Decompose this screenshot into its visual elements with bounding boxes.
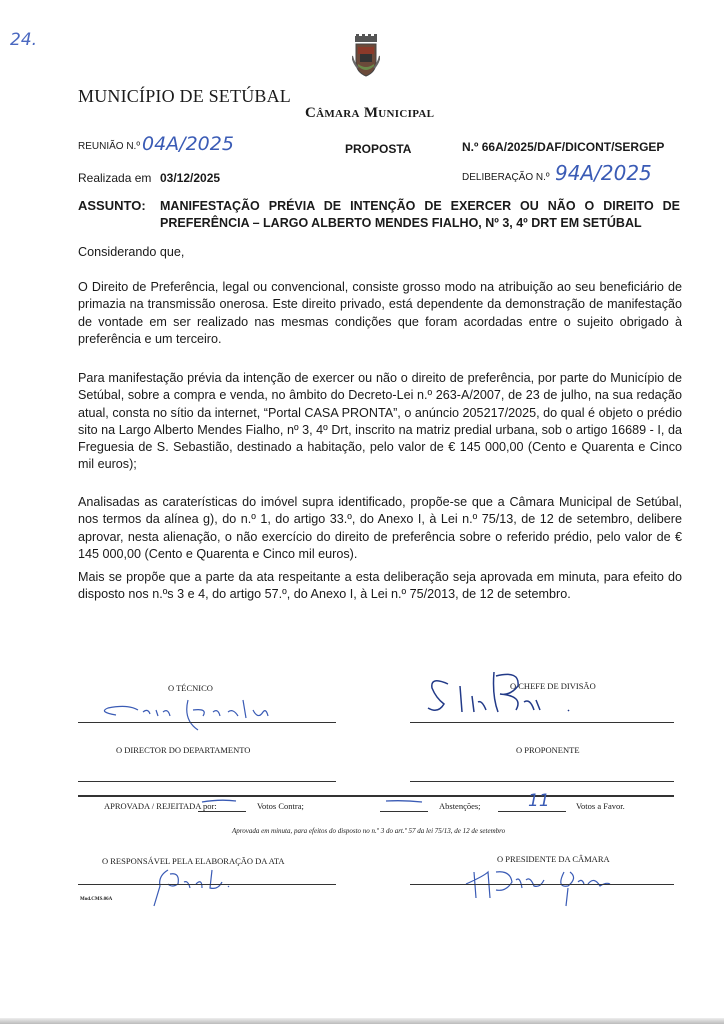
contra-line <box>198 811 246 812</box>
camara-municipal-title: Câmara Municipal <box>305 105 435 121</box>
contra-dash <box>200 798 240 804</box>
municipality-title: MUNICÍPIO DE SETÚBAL <box>78 86 291 106</box>
votes-label: APROVADA / REJEITADA por: <box>104 801 217 811</box>
reuniao-label: REUNIÃO N.º <box>78 141 140 152</box>
tecnico-label: O TÉCNICO <box>168 683 213 693</box>
proposta-number: N.º 66A/2025/DAF/DICONT/SERGEP <box>462 140 665 154</box>
favor-line <box>498 811 566 812</box>
favor-label: Votos a Favor. <box>576 801 625 811</box>
reuniao-value: 04A/2025 <box>142 133 234 155</box>
realizada-date: 03/12/2025 <box>160 171 221 185</box>
responsavel-ata-signature <box>150 862 260 912</box>
responsavel-ata-line <box>78 884 336 885</box>
paragraph-4: Mais se propõe que a parte da ata respeitante a esta deliberação seja aprovada em minuta, para efeito do disposto nos n.ºs 3 e 4, do artigo 57.º, do Anexo I, à Lei n.º 75/2013, de 12 de setembro. <box>78 570 682 602</box>
handwritten-page-number: 24. <box>10 30 38 50</box>
approval-note: Aprovada em minuta, para efeitos do disposto no n.º 3 do art.º 57 da lei 75/13, de 12 de setembro <box>232 827 506 835</box>
deliberacao-label: DELIBERAÇÃO N.º <box>462 172 550 183</box>
realizada-label: Realizada em <box>78 171 152 185</box>
coat-of-arms-icon <box>352 34 380 80</box>
chefe-divisao-signature <box>420 666 620 726</box>
model-code: Mod.CMS.06A <box>80 897 113 902</box>
abstencoes-line <box>380 811 428 812</box>
scan-bottom-edge <box>0 1018 724 1024</box>
director-label: O DIRECTOR DO DEPARTAMENTO <box>116 745 251 755</box>
responsavel-ata-label: O RESPONSÁVEL PELA ELABORAÇÃO DA ATA <box>102 856 285 866</box>
abstencoes-dash <box>384 798 424 804</box>
paragraph-1: O Direito de Preferência, legal ou convencional, consiste grosso modo na atribuição ao seu beneficiário de primazia na transmissão onerosa. Este direito privado, está dependente da demonstração de manifestação de vontade em ser realizado nas mesmas condições que foram acordadas entre o sujeito obrigado à preferência e um terceiro. <box>78 280 682 346</box>
proposta-label: PROPOSTA <box>345 142 412 156</box>
proponente-line <box>410 781 674 782</box>
tecnico-signature <box>88 690 328 730</box>
assunto-label: ASSUNTO: <box>78 198 146 213</box>
presidente-line <box>410 884 674 885</box>
contra-label: Votos Contra; <box>257 801 304 811</box>
paragraph-intro: Considerando que, <box>78 245 185 259</box>
assunto-text: MANIFESTAÇÃO PRÉVIA DE INTENÇÃO DE EXERCER OU NÃO O DIREITO DE PREFERÊNCIA – LARGO ALBERTO MENDES FIALHO, Nº 3, 4º DRT EM SETÚBAL <box>160 199 680 230</box>
presidente-signature <box>460 858 640 908</box>
chefe-divisao-line <box>410 722 674 723</box>
favor-count: 11 <box>528 791 550 811</box>
proponente-label: O PROPONENTE <box>516 745 580 755</box>
presidente-label: O PRESIDENTE DA CÂMARA <box>497 854 610 864</box>
chefe-divisao-label: O CHEFE DE DIVISÃO <box>510 681 596 691</box>
paragraph-2: Para manifestação prévia da intenção de exercer ou não o direito de preferência, por parte do Município de Setúbal, sobre a compra e venda, no âmbito do Decreto-Lei n.º 263-A/2007, de 23 de julho, na sua redação atual, consta no sítio da internet, “Portal CASA PRONTA”, o anúncio 205217/2025, do qual é objeto o prédio sito na Largo Alberto Mendes Fialho, nº 3, 4º Drt, inscrito na matriz predial urbana, sob o artigo 16689 - I, da Freguesia de S. Sebastião, destinado a habitação, pelo valor de € 145 000,00 (Cento e Quarenta e Cinco mil euros); <box>78 371 682 472</box>
director-line <box>78 781 336 782</box>
votes-divider <box>78 795 674 797</box>
tecnico-line <box>78 722 336 723</box>
paragraph-3: Analisadas as caraterísticas do imóvel supra identificado, propõe-se que a Câmara Municipal de Setúbal, nos termos da alínea g), do n.º 1, do artigo 33.º, do Anexo I, à Lei n.º 75/13, de 12 de setembro, delibere aprovar, nesta alienação, o não exercício do direito de preferência sobre o referido prédio, pelo valor de € 145 000,00 (Cento e Quarenta e Cinco mil euros). <box>78 495 682 561</box>
deliberacao-value: 94A/2025 <box>555 161 652 185</box>
abstencoes-label: Abstenções; <box>439 801 481 811</box>
